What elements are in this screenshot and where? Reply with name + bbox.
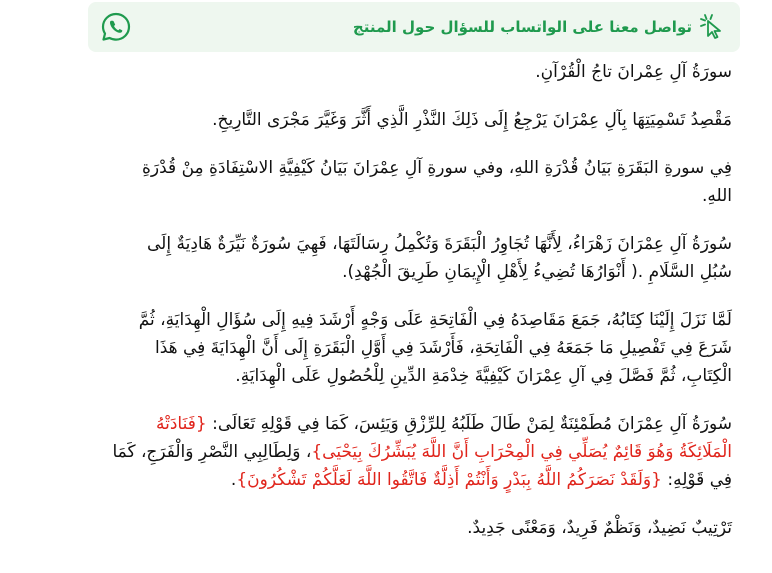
whatsapp-contact-banner[interactable] xyxy=(88,2,740,52)
whatsapp-icon[interactable] xyxy=(100,11,132,43)
paragraph: لَمَّا نَزَلَ إِلَيْنَا كِتَابُهُ، جَمَعَ مَقَاصِدَهُ فِي الْفَاتِحَةِ عَلَى وَجْهٍ أَرْشَدَ فِيهِ إِلَى سُؤَالِ الْهِدَايَةِ، ثُمَّ شَرَعَ فِي تَفْصِيلِ مَا جَمَعَهُ فِي الْفَاتِحَةِ، فَأَرْشَدَ فِي أَوَّلِ الْبَقَرَةِ إِلَى أَنَّ الْهِدَايَةَ فِي هَذَا الْكِتَابِ، ثُمَّ فَصَّلَ فِي آلِ عِمْرَانَ كَيْفِيَّةَ خِدْمَةِ الدِّينِ لِلْحُصُولِ عَلَى الْهِدَايَةِ. xyxy=(138,310,732,386)
paragraph: فِي سورةِ البَقَرَةِ بَيَانُ قُدْرَةِ اللهِ، وفي سورةِ آلِ عِمْرَانَ بَيَانُ كَيْفِيَّةِ الاسْتِفَادَةِ مِنْ قُدْرَةِ اللهِ. xyxy=(142,158,732,206)
closing-line: تَرْتِيبٌ نَضِيدٌ، وَنَظْمٌ فَرِيدٌ، وَمَعْنًى جَدِيدٌ. xyxy=(467,518,732,538)
paragraph: سورَةُ آلِ عِمْرانَ تاجُ الْقُرْآنِ. xyxy=(535,62,732,82)
article-body xyxy=(112,58,732,562)
paragraph-end: . xyxy=(230,470,237,490)
paragraph-middle: ، وَلِطَالِبِي النَّصْرِ وَالْفَرَجِ، كَمَا فِي قَوْلِهِ: xyxy=(112,442,732,490)
quran-verse: {وَلَقَدْ نَصَرَكُمُ اللَّهُ بِبَدْرٍ وَأَنْتُمْ أَذِلَّةٌ فَاتَّقُوا اللَّهَ لَعَلَّكُمْ تَشْكُرُونَ} xyxy=(236,470,662,490)
banner-text[interactable]: تواصل معنا على الواتساب للسؤال حول المنتج xyxy=(352,18,692,36)
paragraph: سُورَةُ آلِ عِمْرَانَ زَهْرَاءُ، لِأَنَّهَا تُجَاوِرُ الْبَقَرَةَ وَتُكْمِلُ رِسَالَتَهَا، فَهِيَ سُورَةٌ نَيِّرَةٌ هَادِيَةٌ إِلَى سُبُلِ السَّلَامِ .( أَنْوَارُهَا تُضِيءُ لِأَهْلِ الْإِيمَانِ طَرِيقَ الْجُهْدِ). xyxy=(147,234,732,282)
paragraph: مَقْصِدُ تَسْمِيَتِهَا بِآلِ عِمْرَانَ يَرْجِعُ إِلَى ذَلِكَ النَّذْرِ الَّذِي أَثَّرَ وَغَيَّرَ مَجْرَى التَّارِيخِ. xyxy=(212,110,732,130)
paragraph-intro: سُورَةُ آلِ عِمْرَانَ مُطَمْئِنَةٌ لِمَنْ طَالَ طَلَبُهُ لِلرِّزْقِ وَيَئِسَ، كَمَا فِي قَوْلِهِ تَعَالَى: xyxy=(206,414,732,434)
paragraph-with-verses xyxy=(112,410,732,494)
pointer-click-icon xyxy=(700,14,726,40)
quran-verse: {فَنَادَتْهُ الْمَلَائِكَةُ وَهُوَ قَائِمٌ يُصَلِّي فِي الْمِحْرَابِ أَنَّ اللَّهَ يُبَشِّرُكَ بِيَحْيَى} xyxy=(156,414,732,462)
